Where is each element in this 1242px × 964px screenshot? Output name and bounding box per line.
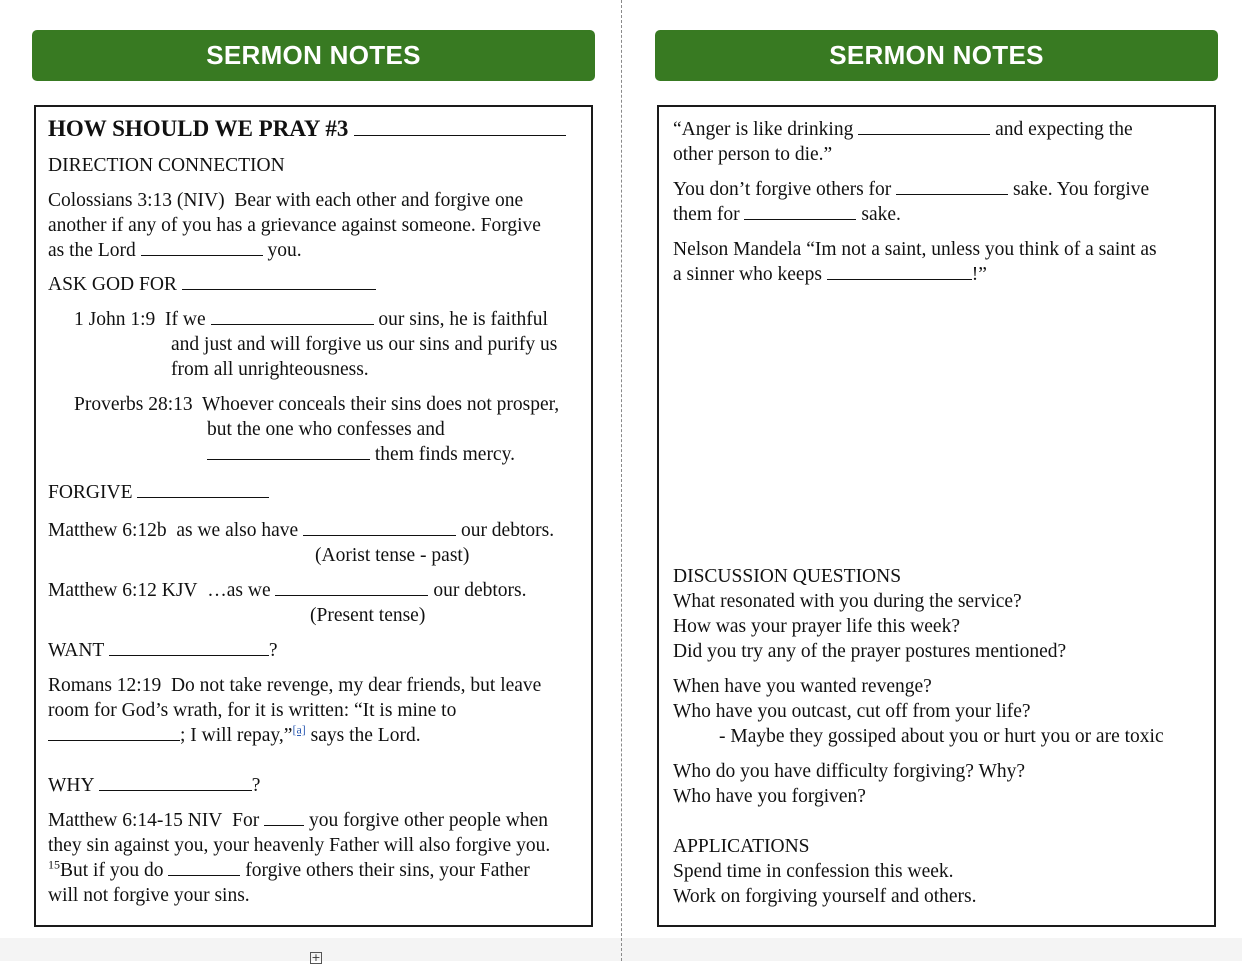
fill-blank xyxy=(207,442,370,460)
colossians-line-3: as the Lord you. xyxy=(48,240,302,261)
matthew-1415-line-1: Matthew 6:14-15 NIV For you forgive other people when xyxy=(48,810,548,831)
title-blank xyxy=(354,118,566,136)
right-sermon-notes-header: SERMON NOTES xyxy=(655,30,1218,81)
anger-quote-line-2: other person to die.” xyxy=(673,144,833,165)
romans-line-3: ; I will repay,”[a] says the Lord. xyxy=(48,723,421,748)
aorist-note: (Aorist tense - past) xyxy=(315,545,470,566)
forgive-heading: FORGIVE xyxy=(48,480,269,505)
fill-blank xyxy=(137,480,269,498)
fill-blank xyxy=(211,307,374,325)
matthew-12-kjv-line: Matthew 6:12 KJV …as we our debtors. xyxy=(48,580,527,601)
fill-blank xyxy=(48,723,180,741)
application-item: Work on forgiving yourself and others. xyxy=(673,886,977,907)
fill-blank xyxy=(827,262,972,280)
footnote-link[interactable]: [a] xyxy=(292,722,306,737)
matthew-1415-line-4: will not forgive your sins. xyxy=(48,885,250,906)
john-line-3: from all unrighteousness. xyxy=(171,359,369,380)
discussion-question: How was your prayer life this week? xyxy=(673,616,960,637)
fill-blank xyxy=(141,238,263,256)
sermon-title: HOW SHOULD WE PRAY #3 xyxy=(48,115,566,143)
direction-connection: DIRECTION CONNECTION xyxy=(48,155,285,176)
colossians-line-2: another if any of you has a grievance against someone. Forgive xyxy=(48,215,541,236)
fill-blank xyxy=(109,638,269,656)
ask-god-for: ASK GOD FOR xyxy=(48,272,376,297)
proverbs-line-1: Proverbs 28:13 Whoever conceals their sins does not prosper, xyxy=(74,394,560,415)
discussion-question: What resonated with you during the service? xyxy=(673,591,1022,612)
forgive-others-line-2: them for sake. xyxy=(673,204,901,225)
matthew-12b-line: Matthew 6:12b as we also have our debtors. xyxy=(48,520,555,541)
fill-blank xyxy=(896,177,1008,195)
john-ref-line: 1 John 1:9 If we our sins, he is faithful xyxy=(74,309,548,330)
applications-heading: APPLICATIONS xyxy=(673,836,810,857)
fold-divider xyxy=(621,0,622,961)
romans-line-2: room for God’s wrath, for it is written: “It is mine to xyxy=(48,700,457,721)
discussion-subpoint: - Maybe they gossiped about you or hurt you or are toxic xyxy=(719,726,1164,747)
proverbs-line-3: them finds mercy. xyxy=(207,442,515,467)
matthew-1415-line-2: they sin against you, your heavenly Father will also forgive you. xyxy=(48,835,551,856)
left-notes-box xyxy=(34,105,593,927)
fill-blank xyxy=(275,578,428,596)
discussion-heading: DISCUSSION QUESTIONS xyxy=(673,566,902,587)
expand-icon[interactable]: + xyxy=(311,951,321,964)
romans-line-1: Romans 12:19 Do not take revenge, my dear friends, but leave xyxy=(48,675,542,696)
mandela-quote-line-2: a sinner who keeps !” xyxy=(673,264,987,285)
john-line-2: and just and will forgive us our sins and purify us xyxy=(171,334,558,355)
left-sermon-notes-header: SERMON NOTES xyxy=(32,30,595,81)
present-note: (Present tense) xyxy=(310,605,426,626)
fill-blank xyxy=(182,272,376,290)
discussion-question: Did you try any of the prayer postures mentioned? xyxy=(673,641,1067,662)
application-item: Spend time in confession this week. xyxy=(673,861,954,882)
want-heading: WANT ? xyxy=(48,640,278,661)
discussion-question: When have you wanted revenge? xyxy=(673,676,932,697)
forgive-others-line-1: You don’t forgive others for sake. You forgive xyxy=(673,179,1150,200)
mandela-quote-line-1: Nelson Mandela “Im not a saint, unless you think of a saint as xyxy=(673,239,1157,260)
fill-blank xyxy=(168,858,240,876)
right-notes-box xyxy=(657,105,1216,927)
proverbs-line-2: but the one who confesses and xyxy=(207,419,445,440)
fill-blank xyxy=(744,202,856,220)
fill-blank xyxy=(99,773,252,791)
fill-blank xyxy=(303,518,456,536)
verse-number: 15 xyxy=(48,857,60,872)
matthew-1415-line-3: $^{15}$But if you do forgive others their sins, your Father xyxy=(48,857,530,881)
discussion-question: Who have you forgiven? xyxy=(673,786,866,807)
why-heading: WHY ? xyxy=(48,775,261,796)
anger-quote-line-1: “Anger is like drinking and expecting the xyxy=(673,119,1133,140)
fill-blank xyxy=(264,808,304,826)
discussion-question: Who have you outcast, cut off from your life? xyxy=(673,701,1031,722)
discussion-question: Who do you have difficulty forgiving? Why? xyxy=(673,761,1026,782)
colossians-line-1: Colossians 3:13 (NIV) Bear with each other and forgive one xyxy=(48,190,524,211)
fill-blank xyxy=(858,117,990,135)
